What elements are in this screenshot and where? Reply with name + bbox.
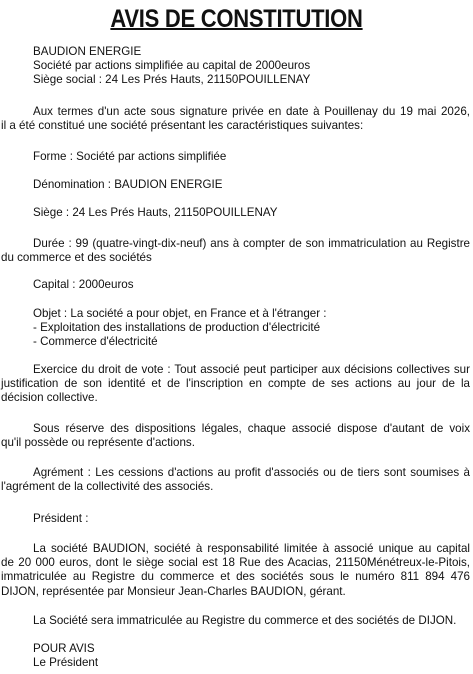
siege-paragraph [0, 206, 473, 220]
intro-paragraph [0, 105, 473, 133]
president-label: Président : [33, 512, 89, 525]
intro-line: il a été constitué une société présentant les caractéristiques suivantes: [1, 119, 364, 133]
company-header [0, 45, 473, 88]
notice-title: AVIS DE CONSTITUTION [110, 5, 363, 33]
agrement-line: l'agrément de la collectivité des associés. [1, 480, 214, 494]
reserve-line: qu'il possède ou représente d'actions. [1, 436, 195, 450]
capital-paragraph [0, 278, 473, 292]
objet-line: - Exploitation des installations de production d'électricité [33, 321, 321, 335]
company-name: BAUDION ENERGIE [33, 45, 142, 58]
denomination-paragraph [0, 178, 473, 192]
exercice-line: justification de son identité et de l'inscription en compte de ses actions au jour de la [1, 377, 470, 391]
president-line: DIJON, représentée par Monsieur Jean-Charles BAUDION, gérant. [1, 584, 346, 598]
intro-line: Aux termes d'un acte sous signature privée en date à Pouillenay du 19 mai 2026, [33, 105, 470, 118]
president-line: La société BAUDION, société à responsabilité limitée à associé unique au capital [33, 542, 470, 555]
immatriculation-line: La Société sera immatriculée au Registre du commerce et des sociétés de DIJON. [33, 614, 457, 627]
duree-line: Durée : 99 (quatre-vingt-dix-neuf) ans à compter de son immatriculation au Registre [33, 237, 470, 250]
duree-line: du commerce et des sociétés [1, 251, 152, 265]
exercice-line: décision collective. [1, 391, 98, 405]
signature-line: Le Président [33, 656, 99, 670]
president-line: de 20 000 euros, dont le siège social est 18 Rue des Acacias, 21150Ménétreux-le-Pitois, [1, 556, 470, 570]
exercice-line: Exercice du droit de vote : Tout associé peut participer aux décisions collectives sur [33, 363, 470, 376]
duree-paragraph [0, 237, 473, 265]
president-line: immatriculée au Registre du commerce et des sociétés sous le numéro 811 894 476 [1, 570, 470, 584]
company-seat: Siège social : 24 Les Prés Hauts, 21150POUILLENAY [33, 73, 311, 87]
siege-line: Siège : 24 Les Prés Hauts, 21150POUILLENAY [33, 206, 278, 219]
signature-line: POUR AVIS [33, 642, 95, 655]
forme-line: Forme : Société par actions simplifiée [33, 150, 227, 163]
president-label-paragraph [0, 512, 473, 526]
capital-line: Capital : 2000euros [33, 278, 134, 291]
exercice-paragraph [0, 363, 473, 406]
objet-line: Objet : La société a pour objet, en France et à l'étranger : [33, 307, 327, 320]
objet-paragraph [0, 307, 473, 350]
objet-line: - Commerce d'électricité [33, 335, 158, 349]
denomination-line: Dénomination : BAUDION ENERGIE [33, 178, 223, 191]
reserve-paragraph [0, 422, 473, 450]
reserve-line: Sous réserve des dispositions légales, chaque associé dispose d'autant de voix [33, 422, 470, 435]
signature-block [0, 642, 473, 670]
company-form: Société par actions simplifiée au capital de 2000euros [33, 59, 311, 73]
immatriculation-paragraph [0, 614, 473, 628]
agrement-line: Agrément : Les cessions d'actions au profit d'associés ou de tiers sont soumises à [33, 466, 470, 479]
president-paragraph [0, 542, 473, 599]
agrement-paragraph [0, 466, 473, 494]
forme-paragraph [0, 150, 473, 164]
